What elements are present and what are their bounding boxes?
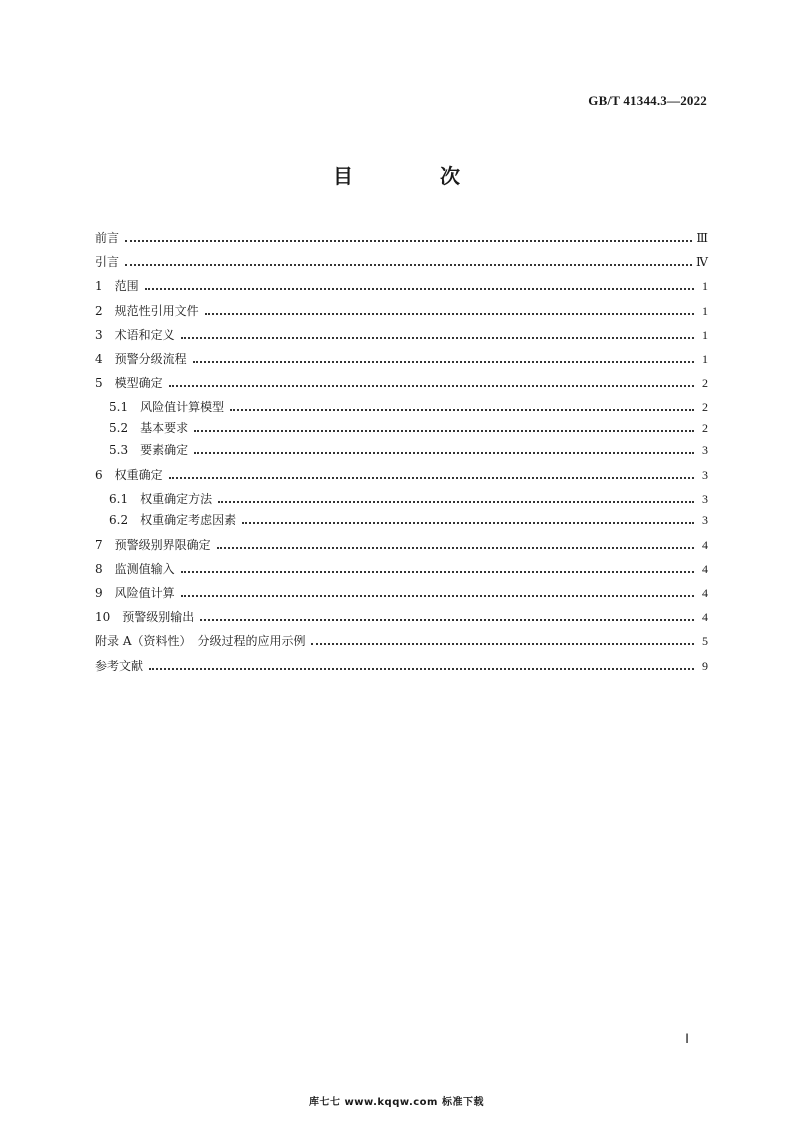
toc-page: Ⅲ — [696, 231, 708, 245]
toc-entry-5-3[interactable] — [109, 441, 708, 459]
toc-entry-5[interactable] — [95, 374, 708, 392]
toc-leader — [181, 595, 694, 597]
toc-leader — [205, 313, 694, 315]
toc-page: 3 — [702, 468, 708, 482]
toc-page: 3 — [702, 492, 708, 506]
toc-page: 2 — [702, 421, 708, 435]
toc-label: 5.2 基本要求 — [109, 421, 189, 435]
page-number: Ⅰ — [685, 1031, 689, 1046]
toc-label: 5.3 要素确定 — [109, 443, 189, 457]
toc-entry-7[interactable] — [95, 536, 708, 554]
toc-label: 附录 A（资料性） 分级过程的应用示例 — [95, 634, 306, 648]
toc-leader — [230, 409, 694, 411]
toc-page: 4 — [702, 538, 708, 552]
toc-leader — [125, 240, 692, 242]
toc-leader — [200, 619, 694, 621]
toc-page: 4 — [702, 562, 708, 576]
toc-page: 4 — [702, 586, 708, 600]
toc-leader — [217, 547, 694, 549]
toc-entry-introduction[interactable] — [95, 253, 708, 271]
toc-entry-8[interactable] — [95, 560, 708, 578]
toc-entry-3[interactable] — [95, 326, 708, 344]
toc-leader — [218, 501, 694, 503]
toc-leader — [169, 385, 694, 387]
toc-page: 4 — [702, 610, 708, 624]
toc-label: 前言 — [95, 231, 120, 245]
toc-page: 9 — [702, 659, 708, 673]
toc-leader — [193, 361, 694, 363]
toc-label: 5.1 风险值计算模型 — [109, 400, 225, 414]
toc-leader — [125, 264, 692, 266]
toc-page: 2 — [702, 400, 708, 414]
toc-label: 参考文献 — [95, 659, 144, 673]
toc-entry-6-2[interactable] — [109, 511, 708, 529]
toc-label: 3 术语和定义 — [95, 328, 175, 342]
toc-page: 1 — [702, 279, 708, 293]
toc-page: 3 — [702, 513, 708, 527]
toc-page: 2 — [702, 376, 708, 390]
toc-entry-4[interactable] — [95, 350, 708, 368]
toc-leader — [194, 430, 694, 432]
toc-entry-bibliography[interactable] — [95, 657, 708, 675]
page-title: 目 次 — [333, 164, 500, 188]
toc-label: 10 预警级别输出 — [95, 610, 195, 624]
toc-label: 4 预警分级流程 — [95, 352, 187, 366]
toc-leader — [149, 668, 694, 670]
toc-page: 5 — [702, 634, 708, 648]
footer-watermark: 库七七 www.kqqw.com 标准下载 — [309, 1097, 484, 1108]
toc-label: 8 监测值输入 — [95, 562, 175, 576]
toc-entry-6[interactable] — [95, 466, 708, 484]
toc-page: 3 — [702, 443, 708, 457]
toc-entry-1[interactable] — [95, 277, 708, 295]
toc-leader — [169, 477, 694, 479]
toc-entry-2[interactable] — [95, 302, 708, 320]
toc-leader — [311, 643, 694, 645]
toc-page: 1 — [702, 304, 708, 318]
toc-leader — [242, 522, 694, 524]
toc-entry-5-2[interactable] — [109, 419, 708, 437]
toc-label: 9 风险值计算 — [95, 586, 175, 600]
toc-leader — [194, 452, 694, 454]
toc-label: 6.1 权重确定方法 — [109, 492, 213, 506]
toc-page: 1 — [702, 352, 708, 366]
toc-leader — [181, 337, 694, 339]
toc-entry-10[interactable] — [95, 608, 708, 626]
standard-number: GB/T 41344.3—2022 — [588, 93, 707, 108]
toc-label: 引言 — [95, 255, 120, 269]
toc-label: 5 模型确定 — [95, 376, 163, 390]
toc-entry-annex-a[interactable] — [95, 632, 708, 650]
toc-page: Ⅳ — [696, 255, 708, 269]
toc-page: 1 — [702, 328, 708, 342]
toc-entry-6-1[interactable] — [109, 490, 708, 508]
toc-label: 2 规范性引用文件 — [95, 304, 199, 318]
toc-leader — [145, 288, 694, 290]
toc-label: 7 预警级别界限确定 — [95, 538, 211, 552]
toc-entry-9[interactable] — [95, 584, 708, 602]
toc-label: 6.2 权重确定考虑因素 — [109, 513, 237, 527]
toc-label: 1 范围 — [95, 279, 139, 293]
toc-leader — [181, 571, 694, 573]
toc-label: 6 权重确定 — [95, 468, 163, 482]
toc-entry-5-1[interactable] — [109, 398, 708, 416]
toc-entry-foreword[interactable] — [95, 229, 708, 247]
